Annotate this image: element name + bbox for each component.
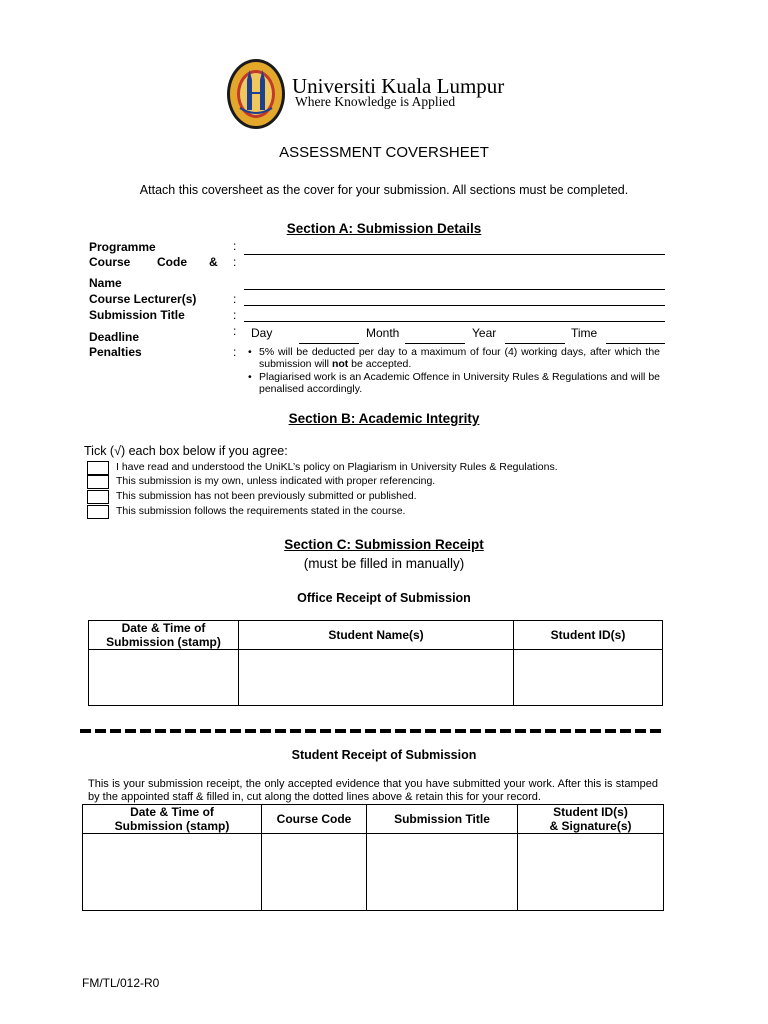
section-b-heading: Section B: Academic Integrity xyxy=(288,411,480,426)
label-course-code-word4: Name xyxy=(89,276,122,290)
university-logo xyxy=(226,58,286,130)
submission-title-field[interactable] xyxy=(244,321,665,322)
document-title: ASSESSMENT COVERSHEET xyxy=(279,144,489,161)
student-receipt-title: Student Receipt of Submission xyxy=(291,748,477,762)
colon: : xyxy=(233,308,237,322)
cut-line xyxy=(80,729,663,733)
course-code-cell[interactable] xyxy=(262,834,367,911)
university-name: Universiti Kuala Lumpur xyxy=(292,74,505,98)
col-submission-title: Submission Title xyxy=(367,805,518,834)
label-penalties: Penalties xyxy=(89,345,142,359)
office-receipt-table xyxy=(88,620,663,706)
deadline-day-label: Day xyxy=(251,326,273,340)
section-c-subheading: (must be filled in manually) xyxy=(303,556,465,571)
col-course-code: Course Code xyxy=(262,805,367,834)
label-course-code-word3: & xyxy=(209,255,218,269)
student-receipt-header-row xyxy=(83,805,664,834)
section-a-heading: Section A: Submission Details xyxy=(286,221,482,236)
date-time-cell[interactable] xyxy=(89,650,239,706)
student-receipt-entry-row xyxy=(83,834,664,911)
deadline-year-field[interactable] xyxy=(505,343,565,344)
col-student-name: Student Name(s) xyxy=(239,621,514,650)
col-student-id-signature: Student ID(s) & Signature(s) xyxy=(518,805,664,834)
agree-statement-4: This submission follows the requirements stated in the course. xyxy=(116,505,406,517)
intro-instructions: Attach this coversheet as the cover for your submission. All sections must be completed. xyxy=(139,183,629,197)
student-name-cell[interactable] xyxy=(239,650,514,706)
colon: : xyxy=(233,292,237,306)
office-receipt-header-row xyxy=(89,621,663,650)
student-id-cell[interactable] xyxy=(514,650,663,706)
date-time-cell[interactable] xyxy=(83,834,262,911)
course-code-name-field[interactable] xyxy=(244,289,665,290)
agree-statement-3: This submission has not been previously submitted or published. xyxy=(116,490,417,502)
form-code: FM/TL/012-R0 xyxy=(82,976,160,990)
label-course-code-word1: Course xyxy=(89,255,131,269)
col-date-time: Date & Time of Submission (stamp) xyxy=(83,805,262,834)
label-programme: Programme xyxy=(89,240,156,254)
colon: : xyxy=(233,324,237,338)
student-receipt-table xyxy=(82,804,664,911)
deadline-year-label: Year xyxy=(472,326,497,340)
col-date-time: Date & Time of Submission (stamp) xyxy=(89,621,239,650)
deadline-time-field[interactable] xyxy=(606,343,665,344)
colon: : xyxy=(233,255,237,269)
label-course-code-word2: Code xyxy=(157,255,187,269)
university-tagline: Where Knowledge is Applied xyxy=(295,94,456,109)
colon: : xyxy=(233,345,237,359)
deadline-time-label: Time xyxy=(571,326,598,340)
penalty-item: • 5% will be deducted per day to a maximum of four (4) working days, after which the submission will not be accepted. xyxy=(246,346,660,371)
deadline-day-field[interactable] xyxy=(299,343,359,344)
tick-instructions: Tick (√) each box below if you agree: xyxy=(84,444,288,458)
agree-statement-1: I have read and understood the UniKL’s policy on Plagiarism in University Rules & Regulations. xyxy=(116,461,558,473)
col-student-id: Student ID(s) xyxy=(514,621,663,650)
agree-checkbox-1[interactable] xyxy=(87,461,109,475)
penalty-item: • Plagiarised work is an Academic Offence in University Rules & Regulations and will be penalised accordingly. xyxy=(246,371,660,396)
unikl-crest-icon xyxy=(226,58,286,130)
student-receipt-note: This is your submission receipt, the only accepted evidence that you have submitted your work. After this is stamped by the appointed staff & filled in, cut along the dotted lines above & retain this for your record. xyxy=(88,778,658,803)
label-submission-title: Submission Title xyxy=(89,308,185,322)
office-receipt-title: Office Receipt of Submission xyxy=(297,591,471,605)
deadline-month-label: Month xyxy=(366,326,400,340)
agree-checkbox-4[interactable] xyxy=(87,505,109,519)
section-c-heading: Section C: Submission Receipt xyxy=(284,537,484,552)
agree-checkbox-2[interactable] xyxy=(87,475,109,489)
office-receipt-entry-row xyxy=(89,650,663,706)
penalties-list xyxy=(246,346,660,395)
course-lecturer-field[interactable] xyxy=(244,305,665,306)
submission-title-cell[interactable] xyxy=(367,834,518,911)
agree-checkbox-3[interactable] xyxy=(87,490,109,504)
agree-statement-2: This submission is my own, unless indicated with proper referencing. xyxy=(116,475,436,487)
deadline-month-field[interactable] xyxy=(405,343,465,344)
programme-field[interactable] xyxy=(244,254,665,255)
student-id-signature-cell[interactable] xyxy=(518,834,664,911)
label-course-lecturer: Course Lecturer(s) xyxy=(89,292,197,306)
label-deadline: Deadline xyxy=(89,330,140,344)
colon: : xyxy=(233,239,237,253)
